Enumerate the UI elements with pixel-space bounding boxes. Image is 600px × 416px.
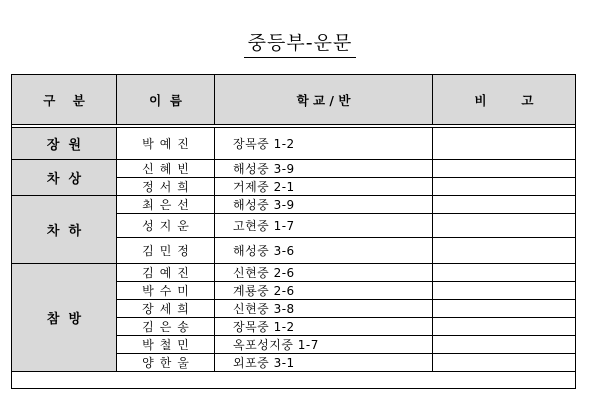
name-cell: 최은선	[117, 196, 215, 214]
header-category: 구 분	[12, 75, 117, 125]
table-row	[12, 160, 576, 178]
award-table-body	[12, 75, 576, 389]
name-cell: 박수미	[117, 282, 215, 300]
school-cell: 고현중 1-7	[215, 214, 433, 238]
note-cell	[433, 300, 576, 318]
header-school: 학 교 / 반	[215, 75, 433, 125]
name-cell: 김예진	[117, 264, 215, 282]
school-cell: 신현중 2-6	[215, 264, 433, 282]
category-label: 장 원	[46, 138, 82, 153]
school-cell: 장목중 1-2	[215, 128, 433, 160]
document-title	[0, 28, 600, 58]
name-cell: 정서희	[117, 178, 215, 196]
category-label: 참 방	[46, 312, 82, 327]
school-cell: 해성중 3-6	[215, 238, 433, 264]
school-cell: 해성중 3-9	[215, 196, 433, 214]
note-cell	[433, 128, 576, 160]
school-cell: 신현중 3-8	[215, 300, 433, 318]
name-cell: 박예진	[117, 128, 215, 160]
table-row	[12, 264, 576, 282]
name-cell: 김민정	[117, 238, 215, 264]
table-row	[12, 128, 576, 160]
table-footer	[12, 372, 576, 389]
table-footer-row	[12, 372, 576, 389]
category-cell	[12, 128, 117, 160]
document-title-text: 중등부-운문	[244, 28, 357, 58]
table-header-row	[12, 75, 576, 125]
header-name: 이 름	[117, 75, 215, 125]
school-cell: 옥포성지중 1-7	[215, 336, 433, 354]
category-cell	[12, 160, 117, 196]
name-cell: 성지운	[117, 214, 215, 238]
note-cell	[433, 318, 576, 336]
note-cell	[433, 264, 576, 282]
note-cell	[433, 336, 576, 354]
name-cell: 신혜빈	[117, 160, 215, 178]
category-label: 차 상	[46, 172, 82, 187]
header-note: 비 고	[433, 75, 576, 125]
category-label: 차 하	[46, 224, 82, 239]
name-cell: 양한울	[117, 354, 215, 372]
school-cell: 장목중 1-2	[215, 318, 433, 336]
table-row	[12, 196, 576, 214]
note-cell	[433, 160, 576, 178]
note-cell	[433, 178, 576, 196]
note-cell	[433, 196, 576, 214]
note-cell	[433, 238, 576, 264]
note-cell	[433, 214, 576, 238]
name-cell: 김은송	[117, 318, 215, 336]
name-cell: 박철민	[117, 336, 215, 354]
category-cell	[12, 264, 117, 372]
note-cell	[433, 282, 576, 300]
award-table	[11, 74, 576, 389]
school-cell: 거제중 2-1	[215, 178, 433, 196]
note-cell	[433, 354, 576, 372]
category-cell	[12, 196, 117, 264]
school-cell: 계룡중 2-6	[215, 282, 433, 300]
school-cell: 외포중 3-1	[215, 354, 433, 372]
name-cell: 장세희	[117, 300, 215, 318]
school-cell: 해성중 3-9	[215, 160, 433, 178]
